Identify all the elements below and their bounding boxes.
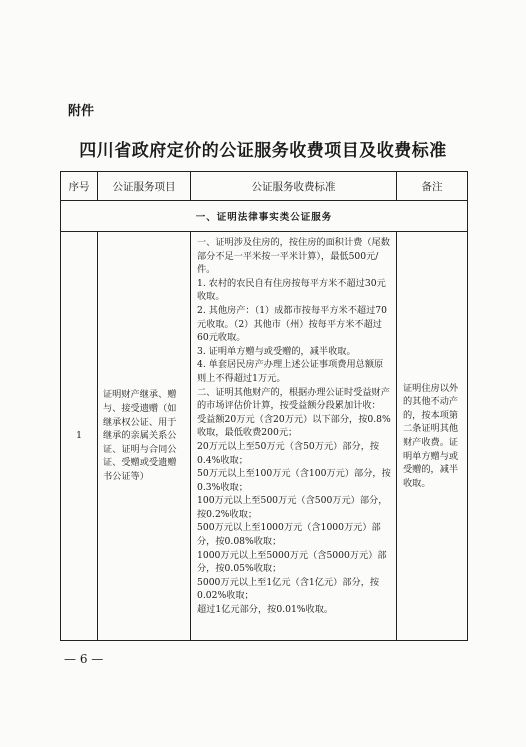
fee-line: 超过1亿元部分，按0.01%收取。 — [197, 604, 334, 616]
fee-line: 一、证明涉及住房的，按住房的面积计费（尾数部分不足一平米按一平米计算），最低500元/件。 — [197, 237, 390, 276]
fee-table — [60, 171, 468, 641]
table-row — [61, 232, 468, 641]
header-no: 序号 — [61, 172, 98, 201]
section-row — [61, 201, 468, 232]
document-title: 四川省政府定价的公证服务收费项目及收费标准 — [79, 141, 447, 161]
attachment-label: 附件 — [68, 104, 95, 119]
table-header-row — [61, 172, 468, 201]
fee-line: 二、证明其他财产的，根据办理公证时受益财产的市场评估价计算，按受益额分段累加计收： — [197, 386, 390, 412]
fee-line: 3. 证明单方赠与或受赠的，减半收取。 — [197, 345, 356, 357]
header-fee: 公证服务收费标准 — [191, 172, 397, 201]
fee-line: 受益额20万元（含20万元）以下部分，按0.8%收取，最低收费200元； — [197, 413, 391, 439]
service-item: 证明财产继承、赠与、接受遗赠（如继承权公证、用于继承的亲属关系公证、证明与合同公证、受赠或受遗赠书公证等） — [98, 232, 191, 641]
row-number: 1 — [61, 232, 98, 641]
header-item: 公证服务项目 — [98, 172, 191, 201]
fee-line: 500万元以上至1000万元（含1000万元）部分，按0.08%收取； — [197, 522, 381, 548]
section-title: 一、证明法律事实类公证服务 — [61, 201, 468, 232]
fee-line: 4. 单套居民房产办理上述公证事项费用总额原则上不得超过1万元。 — [197, 359, 384, 384]
header-note: 备注 — [397, 172, 468, 201]
fee-standard — [191, 232, 397, 641]
fee-line: 1. 农村的农民自有住房按每平方米不超过30元收取。 — [197, 277, 386, 303]
fee-line: 1000万元以上至5000万元（含5000万元）部分，按0.05%收取； — [197, 549, 387, 575]
fee-line: 20万元以上至50万元（含50万元）部分，按0.4%收取； — [197, 440, 380, 466]
fee-line: 50万元以上至100万元（含100万元）部分，按0.3%收取； — [197, 468, 391, 493]
fee-line: 2. 其他房产：（1）成都市按每平方米不超过70元收取。（2）其他市（州）按每平方米不超过60元收取。 — [197, 304, 387, 344]
fee-line: 100万元以上至500万元（含500万元）部分，按0.2%收取； — [197, 495, 388, 520]
page-number: — 6 — — [64, 652, 104, 666]
fee-line: 5000万元以上至1亿元（含1亿元）部分，按0.02%收取； — [197, 576, 380, 602]
note: 证明住房以外的其他不动产的，按本项第二条证明其他财产收费。证明单方赠与或受赠的，减半收取。 — [397, 232, 468, 641]
